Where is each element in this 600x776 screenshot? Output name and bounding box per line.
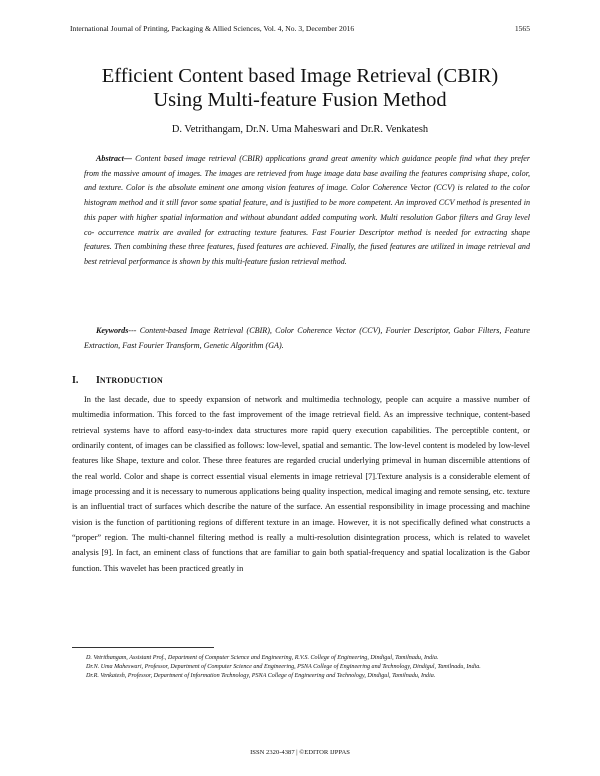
footnote-divider [72,647,214,648]
keywords [84,324,530,353]
journal-running-head: International Journal of Printing, Packaging & Allied Sciences, Vol. 4, No. 3, December 2016 [70,24,355,33]
section-number: I. [72,375,79,386]
introduction-paragraph [72,392,530,576]
paper-title [40,64,560,112]
keywords-text: Content-based Image Retrieval (CBIR), Color Coherence Vector (CCV), Fourier Descriptor, Gabor Filters, Feature Extraction, Fast Fourier Transform, Genetic Algorithm (GA). [84,326,530,350]
page-number: 1565 [514,24,530,33]
abstract-text: Content based image retrieval (CBIR) applications grand great amenity which guidance people find what they prefer from the massive amount of images. The images are retrieved from huge image data base availing the features comprising shape, color, and texture. Color is the absolute eminent one among vision features of image. Color Coherence Vector (CCV) is related to the color histogram method and it still favor some spatial feature, and is justified to be more competent. An improved CCV method is presented in this paper with higher spatial information and without abundant added computing work. Multi resolution Gabor filters and Gray level co- occurrence matrix are availed for extracting texture features. Fast Fourier Descriptor method is needed for extracting shape features. Then combining these three features, fused features are achieved. Finally, the fused features are utilized in image retrieval and best retrieval performance is shown by this multi-feature fusion retrieval method. [84,154,530,266]
keywords-label: Keywords--- [96,326,137,335]
footnote-author-3: Dr.R. Venkatesh, Professor, Department of Information Technology, PSNA College of Engineering and Technology, Dindigul, Tamilnadu, India. [86,672,436,679]
author-list: D. Vetrithangam, Dr.N. Uma Maheswari and Dr.R. Venkatesh [171,124,429,135]
abstract-label: Abstract— [96,154,132,163]
section-heading-introduction [72,375,163,386]
footnote-author-2: Dr.N. Uma Maheswari, Professor, Department of Computer Science and Engineering, PSNA College of Engineering and Technology, Dindigul, Tamilnadu, India. [86,663,481,670]
section-title-initial: I [96,375,100,386]
author-footnotes [86,654,530,681]
section-title-rest: NTRODUCTION [99,376,164,385]
footnote-author-1: D. Vetrithangam, Assistant Prof., Department of Computer Science and Engineering, R.V.S. College of Engineering, Dindigul, Tamilnadu, India. [86,655,439,661]
introduction-text: In the last decade, due to speedy expansion of network and multimedia technology, people can acquire a massive number of multimedia information. This forced to the fast improvement of the image retrieval field. As an impressive technique, content-based retrieval systems have to afford easy-to-index data structures more rapid query execution capabilities. The perceptible content, or ordinarily content, of images can be classified as follows: low-level, spatial and semantic. The low-level content is modeled by low-level features like Shape, texture and color. These three features are regarded crucial underlying primeval in human discernible attentions of the real world. Color and shape is correct essential visual elements in image retrieval [7].Texture analysis is a considerable element of image processing and it is necessary to numerous applications being quality inspection, medical imaging and remote sensing, etc. texture is an influential tract of surfaces which describe the nature of the surface. An essential responsibility in image processing and machine vision is the function of partitioning regions of different texture in an image. However, it is not specifically defined what constructs a “proper” region. The multi-channel filtering method is really a multi-resolution disintegration process, which is related to wavelet analysis [9]. In fact, an eminent class of functions that are familiar to gain both spatial-frequency and spatial localization is the Gabor function. This wavelet has been practiced greatly in [72,395,530,573]
title-line-1: Efficient Content based Image Retrieval (CBIR) [101,65,499,87]
page-footer: ISSN 2320-4387 | ©EDITOR IJPPAS [250,749,350,756]
title-line-2: Using Multi-feature Fusion Method [153,89,447,111]
abstract [84,152,530,270]
